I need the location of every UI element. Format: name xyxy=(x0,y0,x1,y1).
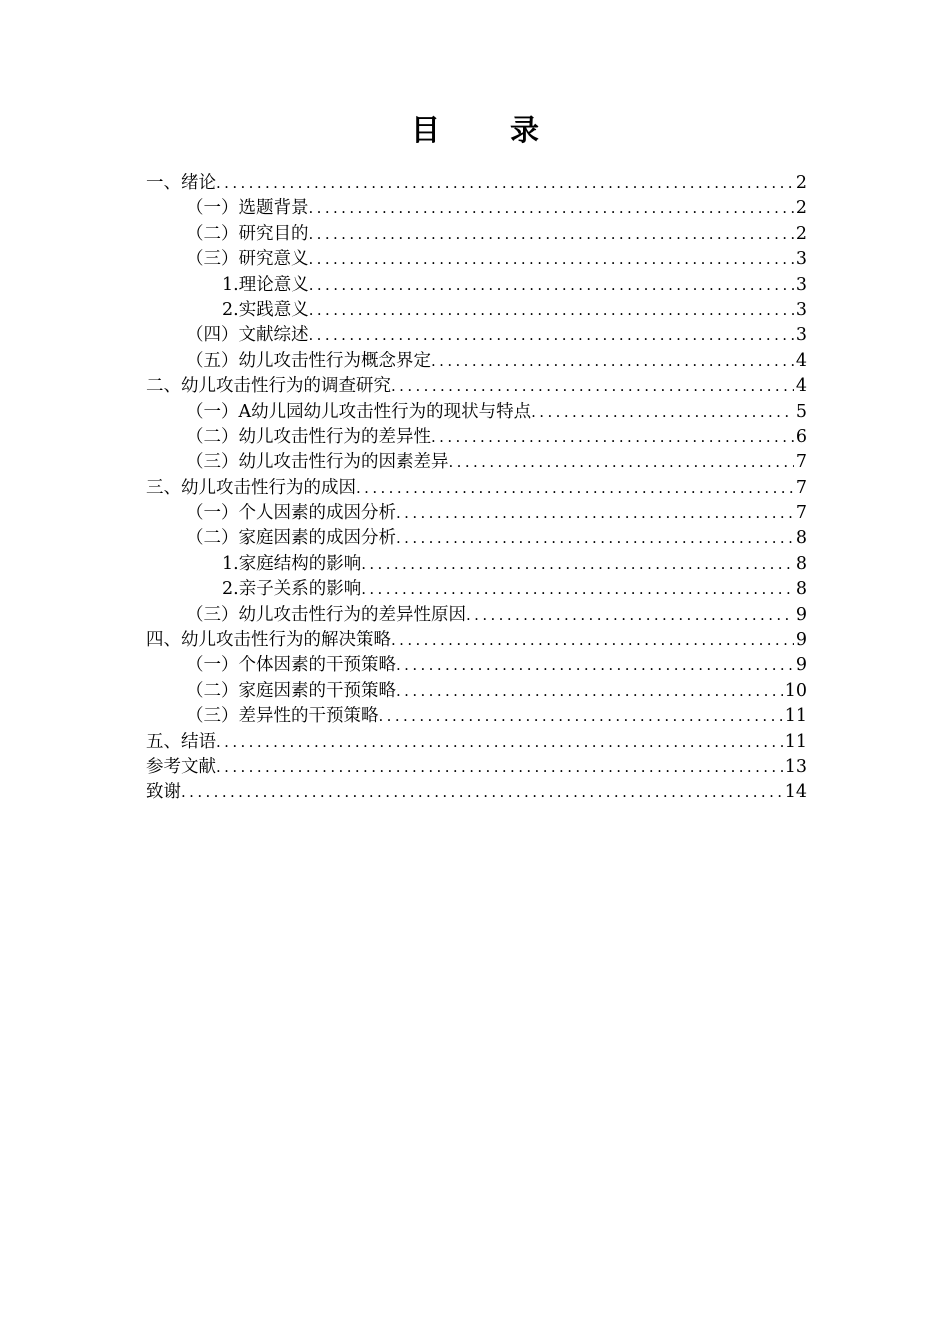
toc-entry-label: 三、幼儿攻击性行为的成因 xyxy=(146,477,356,498)
toc-entry-page-number: 11 xyxy=(784,706,807,727)
toc-dot-leader xyxy=(309,298,794,323)
toc-entry-page-number: 3 xyxy=(795,325,807,346)
toc-entry-label: （一）选题背景 xyxy=(186,198,309,219)
toc-entry-page-number: 5 xyxy=(795,401,807,422)
toc-entry[interactable] xyxy=(146,628,807,653)
toc-entry[interactable] xyxy=(146,450,807,475)
toc-dot-leader xyxy=(396,679,783,704)
toc-entry-page-number: 9 xyxy=(795,604,807,625)
toc-dot-leader xyxy=(356,476,794,501)
toc-entry-label: （一）A幼儿园幼儿攻击性行为的现状与特点 xyxy=(186,401,532,422)
toc-dot-leader xyxy=(391,374,794,399)
toc-entry[interactable] xyxy=(146,526,807,551)
toc-list xyxy=(146,171,807,806)
toc-dot-leader xyxy=(216,171,794,196)
toc-entry[interactable] xyxy=(146,552,807,577)
toc-entry[interactable] xyxy=(146,247,807,272)
toc-entry-label: 五、结语 xyxy=(146,731,216,752)
toc-entry-label: 2.实践意义 xyxy=(222,299,309,320)
toc-entry[interactable] xyxy=(146,755,807,780)
toc-dot-leader xyxy=(216,730,783,755)
toc-entry[interactable] xyxy=(146,222,807,247)
toc-entry[interactable] xyxy=(146,577,807,602)
toc-entry-label: 一、绪论 xyxy=(146,173,216,193)
toc-entry-page-number: 2 xyxy=(795,223,807,244)
toc-entry-label: （三）幼儿攻击性行为的因素差异 xyxy=(186,452,449,473)
toc-entry[interactable] xyxy=(146,704,807,729)
toc-entry-page-number: 2 xyxy=(795,198,807,219)
toc-dot-leader xyxy=(309,273,794,298)
toc-entry[interactable] xyxy=(146,171,807,196)
toc-entry[interactable] xyxy=(146,323,807,348)
toc-entry[interactable] xyxy=(146,679,807,704)
toc-entry-page-number: 4 xyxy=(795,376,807,397)
toc-entry-label: （二）研究目的 xyxy=(186,223,309,244)
toc-entry[interactable] xyxy=(146,476,807,501)
toc-entry-page-number: 7 xyxy=(795,452,807,473)
toc-entry-label: （一）个人因素的成因分析 xyxy=(186,503,396,524)
toc-dot-leader xyxy=(379,704,783,729)
toc-dot-leader xyxy=(361,577,794,602)
toc-entry-label: （一）个体因素的干预策略 xyxy=(186,655,396,676)
toc-entry-label: 参考文献 xyxy=(146,756,216,777)
toc-entry[interactable] xyxy=(146,273,807,298)
toc-entry-page-number: 6 xyxy=(795,426,807,447)
toc-entry[interactable] xyxy=(146,603,807,628)
toc-dot-leader xyxy=(309,247,794,272)
toc-entry-label: （四）文献综述 xyxy=(186,325,309,346)
toc-entry-page-number: 7 xyxy=(795,503,807,524)
toc-entry-page-number: 11 xyxy=(784,731,807,752)
toc-entry-page-number: 13 xyxy=(784,756,807,777)
toc-entry-label: （二）家庭因素的干预策略 xyxy=(186,680,396,701)
toc-entry[interactable] xyxy=(146,730,807,755)
toc-entry-page-number: 9 xyxy=(795,655,807,676)
toc-entry-page-number: 8 xyxy=(795,579,807,600)
toc-entry[interactable] xyxy=(146,425,807,450)
toc-dot-leader xyxy=(449,450,794,475)
toc-dot-leader xyxy=(431,349,794,374)
toc-dot-leader xyxy=(531,400,794,425)
toc-entry[interactable] xyxy=(146,501,807,526)
toc-dot-leader xyxy=(396,526,794,551)
toc-entry[interactable] xyxy=(146,653,807,678)
toc-entry-page-number: 4 xyxy=(795,350,807,371)
toc-entry[interactable] xyxy=(146,298,807,323)
toc-entry-page-number: 3 xyxy=(795,274,807,295)
toc-entry-label: 四、幼儿攻击性行为的解决策略 xyxy=(146,630,391,651)
toc-entry-page-number: 14 xyxy=(784,782,807,803)
toc-dot-leader xyxy=(391,628,794,653)
toc-entry-page-number: 8 xyxy=(795,553,807,574)
toc-entry-label: （二）幼儿攻击性行为的差异性 xyxy=(186,426,431,447)
toc-dot-leader xyxy=(309,196,794,221)
toc-entry-page-number: 2 xyxy=(795,173,807,193)
toc-entry-page-number: 9 xyxy=(795,630,807,651)
toc-entry-label: （三）差异性的干预策略 xyxy=(186,706,379,727)
toc-dot-leader xyxy=(309,222,794,247)
toc-entry-label: （三）幼儿攻击性行为的差异性原因 xyxy=(186,604,466,625)
toc-entry-page-number: 10 xyxy=(784,680,807,701)
toc-entry-label: （五）幼儿攻击性行为概念界定 xyxy=(186,350,431,371)
toc-entry-page-number: 3 xyxy=(795,249,807,270)
toc-entry-label: 致谢 xyxy=(146,782,181,803)
toc-entry-label: （二）家庭因素的成因分析 xyxy=(186,528,396,549)
toc-dot-leader xyxy=(181,780,783,805)
toc-title: 目 录 xyxy=(410,113,570,147)
toc-entry-label: 2.亲子关系的影响 xyxy=(222,579,362,600)
toc-dot-leader xyxy=(309,323,794,348)
toc-entry[interactable] xyxy=(146,780,807,805)
toc-entry-label: 1.家庭结构的影响 xyxy=(222,553,362,574)
toc-entry-page-number: 8 xyxy=(795,528,807,549)
toc-entry[interactable] xyxy=(146,374,807,399)
toc-entry-label: （三）研究意义 xyxy=(186,249,309,270)
toc-dot-leader xyxy=(396,501,794,526)
toc-entry-page-number: 7 xyxy=(795,477,807,498)
toc-entry[interactable] xyxy=(146,400,807,425)
toc-dot-leader xyxy=(466,603,794,628)
toc-entry-page-number: 3 xyxy=(795,299,807,320)
toc-dot-leader xyxy=(216,755,783,780)
toc-dot-leader xyxy=(396,653,794,678)
toc-entry-label: 二、幼儿攻击性行为的调查研究 xyxy=(146,376,391,397)
toc-entry-label: 1.理论意义 xyxy=(222,274,309,295)
toc-entry[interactable] xyxy=(146,349,807,374)
toc-dot-leader xyxy=(431,425,794,450)
toc-entry[interactable] xyxy=(146,196,807,221)
toc-dot-leader xyxy=(361,552,794,577)
